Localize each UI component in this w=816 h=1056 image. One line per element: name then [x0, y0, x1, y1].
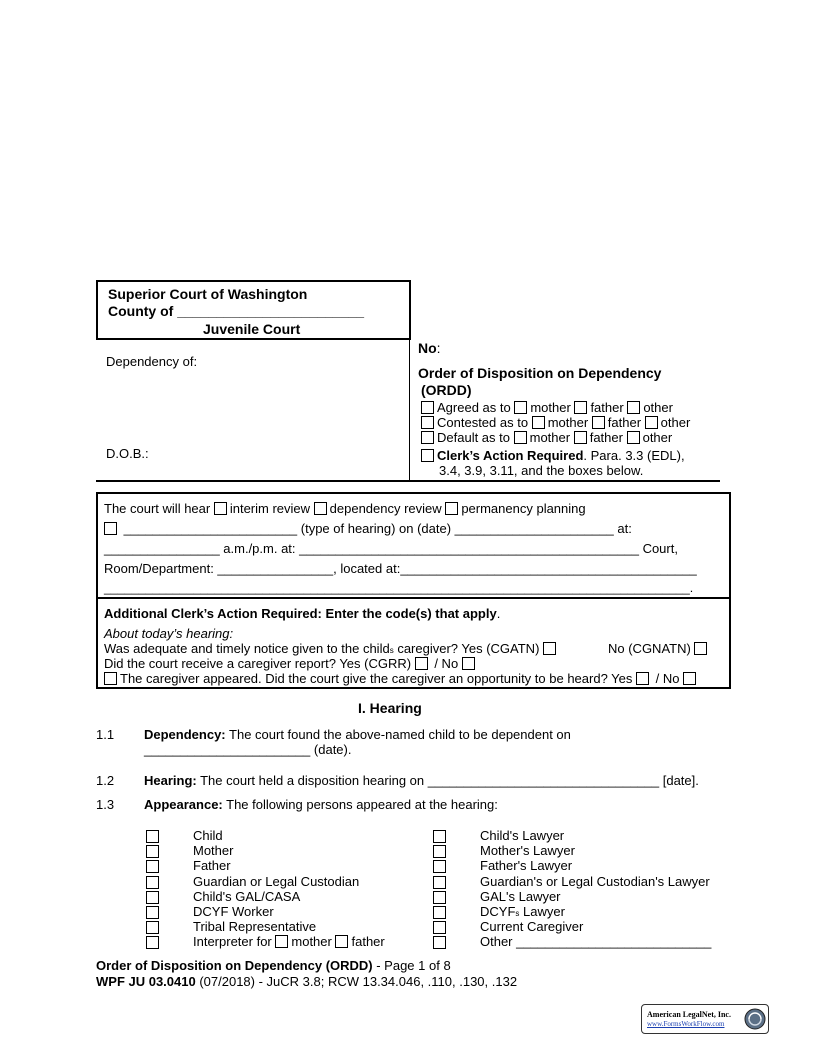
contested-checkbox[interactable]: [421, 416, 434, 429]
appearance-checkbox[interactable]: [146, 906, 159, 919]
hearing-location-row[interactable]: _____________________________________________________________________________________.: [104, 581, 694, 595]
appearance-checkbox[interactable]: [146, 891, 159, 904]
appearance-checkbox[interactable]: [433, 845, 446, 858]
appearance-checkbox[interactable]: [146, 845, 159, 858]
section-1-2-text[interactable]: Hearing: The court held a disposition hearing on ________________________________ [date].: [144, 773, 699, 788]
court-header-box: [96, 280, 411, 340]
appearance-checkbox[interactable]: [146, 860, 159, 873]
appearance-checkbox[interactable]: [433, 830, 446, 843]
clerk-codes-heading: Additional Clerk’s Action Required: Enter the code(s) that apply.: [104, 606, 501, 621]
court-name: Superior Court of Washington: [108, 286, 308, 302]
cgnatn-option: No (CGNATN): [608, 641, 710, 656]
dependency-date-field[interactable]: _______________________ (date).: [144, 742, 352, 757]
appearance-label: Guardian's or Legal Custodian's Lawyer: [480, 874, 710, 889]
dependency-of-label: Dependency of:: [106, 354, 198, 369]
caregiver-heard-yes-checkbox[interactable]: [636, 672, 649, 685]
appearance-checkbox[interactable]: [433, 906, 446, 919]
publisher-logo: [641, 1004, 769, 1034]
notice-question: Was adequate and timely notice given to the childs caregiver? Yes (CGATN): [104, 641, 559, 656]
default-father-checkbox[interactable]: [574, 431, 587, 444]
hearing-type-row: The court will hear interim review dependency review permanency planning: [104, 501, 586, 516]
default-other-checkbox[interactable]: [627, 431, 640, 444]
permanency-planning-checkbox[interactable]: [445, 502, 458, 515]
header-bottom-rule: [96, 480, 720, 482]
caregiver-heard-no-checkbox[interactable]: [683, 672, 696, 685]
cgrr-no-checkbox[interactable]: [462, 657, 475, 670]
form-code: (ORDD): [421, 382, 472, 398]
county-field[interactable]: County of ________________________: [108, 303, 365, 319]
default-checkbox[interactable]: [421, 431, 434, 444]
appearance-label: Tribal Representative: [193, 919, 317, 934]
cgnatn-checkbox[interactable]: [694, 642, 707, 655]
caregiver-appeared-checkbox[interactable]: [104, 672, 117, 685]
section-1-1-number: 1.1: [96, 727, 115, 742]
appearance-label: Mother's Lawyer: [480, 843, 575, 858]
contested-other-checkbox[interactable]: [645, 416, 658, 429]
appearance-checkbox[interactable]: [433, 876, 446, 889]
logo-url[interactable]: www.FormsWorkFlow.com: [647, 1020, 725, 1028]
caregiver-heard-question: The caregiver appeared. Did the court give the caregiver an opportunity to be heard? Yes / No: [104, 671, 699, 686]
interpreter-mother-checkbox[interactable]: [275, 935, 288, 948]
clerk-action-row: Clerk’s Action Required. Para. 3.3 (EDL),: [421, 448, 685, 463]
appearance-checkbox[interactable]: [433, 921, 446, 934]
appearance-label: GAL's Lawyer: [480, 889, 561, 904]
hearing-time-row[interactable]: ________________ a.m./p.m. at: _______________________________________________ Court,: [104, 541, 678, 556]
contested-father-checkbox[interactable]: [592, 416, 605, 429]
section-heading: I. Hearing: [358, 700, 422, 716]
appearance-label: Child: [193, 828, 223, 843]
appearance-label: DCYF Worker: [193, 904, 274, 919]
appearance-label: Mother: [193, 843, 234, 858]
case-number-label[interactable]: No:: [418, 340, 441, 356]
hearing-room-row[interactable]: Room/Department: ________________, located at:_________________________________________: [104, 561, 697, 576]
appearance-label: DCYFs Lawyer: [480, 904, 565, 919]
appearance-label: Guardian or Legal Custodian: [193, 874, 360, 889]
appearance-label: Father's Lawyer: [480, 858, 573, 873]
appearance-label: Child's Lawyer: [480, 828, 565, 843]
section-1-2-number: 1.2: [96, 773, 115, 788]
footer-form-number: WPF JU 03.0410 (07/2018) - JuCR 3.8; RCW 13.34.046, .110, .130, .132: [96, 974, 518, 989]
agreed-mother-checkbox[interactable]: [514, 401, 527, 414]
interpreter-checkbox[interactable]: [146, 936, 159, 949]
dependency-review-checkbox[interactable]: [314, 502, 327, 515]
default-row: Default as to mother father other: [421, 430, 672, 445]
agreed-father-checkbox[interactable]: [574, 401, 587, 414]
globe-icon: [743, 1007, 767, 1031]
caregiver-report-question: Did the court receive a caregiver report? Yes (CGRR) / No: [104, 656, 478, 671]
default-mother-checkbox[interactable]: [514, 431, 527, 444]
section-1-3-text: Appearance: The following persons appeared at the hearing:: [144, 797, 498, 812]
agreed-checkbox[interactable]: [421, 401, 434, 414]
cgrr-yes-checkbox[interactable]: [415, 657, 428, 670]
juvenile-court-label: Juvenile Court: [203, 321, 301, 337]
agreed-row: Agreed as to mother father other: [421, 400, 673, 415]
interim-review-checkbox[interactable]: [214, 502, 227, 515]
about-hearing-label: About today’s hearing:: [104, 626, 234, 641]
agreed-other-checkbox[interactable]: [627, 401, 640, 414]
appearance-checkbox[interactable]: [146, 921, 159, 934]
header-divider: [409, 280, 410, 482]
clerk-action-paragraphs: 3.4, 3.9, 3.11, and the boxes below.: [439, 463, 644, 478]
cgatn-checkbox[interactable]: [543, 642, 556, 655]
interpreter-row: Interpreter for mother father: [193, 934, 385, 949]
appearance-label: Child's GAL/CASA: [193, 889, 301, 904]
contested-row: Contested as to mother father other: [421, 415, 690, 430]
section-1-3-number: 1.3: [96, 797, 115, 812]
footer-title: Order of Disposition on Dependency (ORDD) - Page 1 of 8: [96, 958, 451, 973]
appearance-checkbox[interactable]: [433, 936, 446, 949]
logo-company: American LegalNet, Inc.: [647, 1010, 731, 1019]
appearance-label: Father: [193, 858, 231, 873]
contested-mother-checkbox[interactable]: [532, 416, 545, 429]
hearing-date-row[interactable]: ________________________ (type of hearing) on (date) ______________________ at:: [104, 521, 632, 536]
appearance-checkbox[interactable]: [146, 830, 159, 843]
appearance-checkbox[interactable]: [146, 876, 159, 889]
appearance-label: Current Caregiver: [480, 919, 584, 934]
appearance-checkbox[interactable]: [433, 891, 446, 904]
form-title: Order of Disposition on Dependency: [418, 365, 662, 381]
section-1-1-text: Dependency: The court found the above-named child to be dependent on: [144, 727, 571, 742]
appearance-checkbox[interactable]: [433, 860, 446, 873]
clerk-action-checkbox[interactable]: [421, 449, 434, 462]
interpreter-father-checkbox[interactable]: [335, 935, 348, 948]
dob-label: D.O.B.:: [106, 446, 149, 461]
other-hearing-checkbox[interactable]: [104, 522, 117, 535]
other-appearance-field[interactable]: Other ___________________________: [480, 934, 712, 949]
